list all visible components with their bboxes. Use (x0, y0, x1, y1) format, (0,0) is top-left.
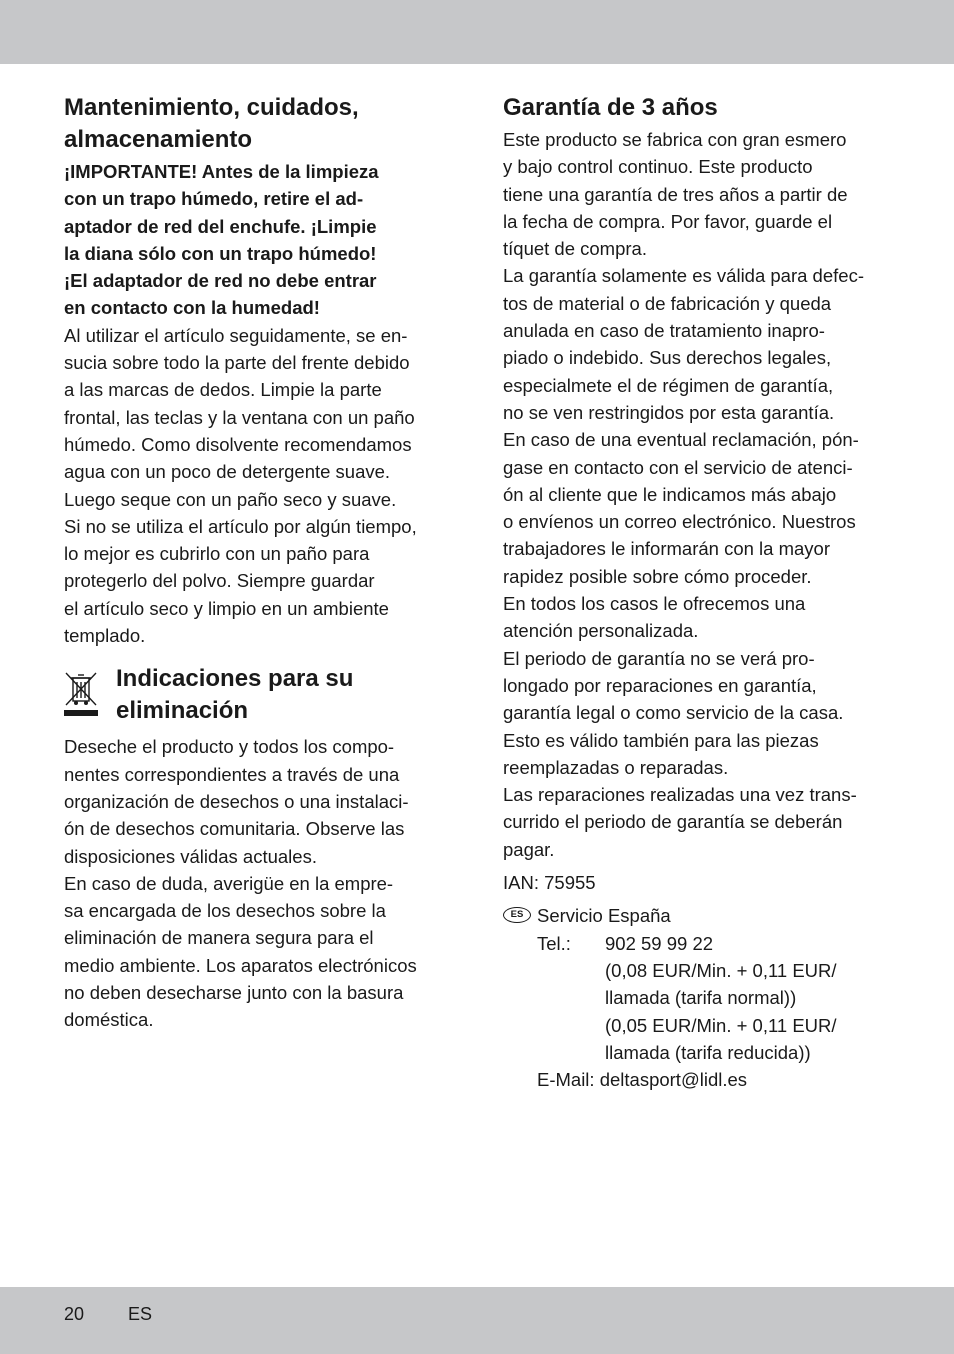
service-contact (503, 902, 903, 1093)
heading-line: eliminación (116, 697, 249, 725)
text-line: Las reparaciones realizadas una vez trans- (503, 784, 857, 806)
text-line: tos de material o de fabricación y queda (503, 292, 832, 314)
tel-label: Tel.: (537, 932, 571, 954)
tel-number: 902 59 99 22 (605, 932, 714, 954)
text-line: sa encargada de los desechos sobre la (64, 900, 386, 922)
warning-line: con un trapo húmedo, retire el ad- (64, 188, 364, 210)
text-line: En caso de duda, averigüe en la empre- (64, 872, 394, 894)
text-line: Luego seque con un paño seco y suave. (64, 488, 397, 510)
text-line: trabajadores le informarán con la mayor (503, 538, 830, 560)
ian-number: IAN: 75955 (503, 872, 596, 894)
text-line: tíquet de compra. (503, 238, 647, 260)
disposal-header (64, 663, 464, 727)
heading-line: Indicaciones para su (116, 665, 354, 693)
text-line: protegerlo del polvo. Siempre guardar (64, 570, 375, 592)
text-line: a las marcas de dedos. Limpie la parte (64, 379, 382, 401)
text-line: Deseche el producto y todos los compo- (64, 736, 395, 758)
text-line: lo mejor es cubrirlo con un paño para (64, 543, 370, 565)
text-line: húmedo. Como disolvente recomendamos (64, 433, 412, 455)
text-line: doméstica. (64, 1009, 154, 1031)
text-line: no deben desecharse junto con la basura (64, 982, 404, 1004)
disposal-paragraph (64, 733, 464, 1033)
text-line: o envíenos un correo electrónico. Nuestros (503, 511, 856, 533)
text-line: disposiciones válidas actuales. (64, 845, 317, 867)
country-badge: ES (503, 907, 531, 923)
important-warning (64, 158, 464, 322)
text-line: Este producto se fabrica con gran esmero (503, 129, 847, 150)
text-line: ón de desechos comunitaria. Observe las (64, 818, 405, 840)
text-line: En todos los casos le ofrecemos una (503, 593, 806, 615)
text-line: la fecha de compra. Por favor, guarde el (503, 210, 833, 232)
text-line: La garantía solamente es válida para defec- (503, 265, 864, 287)
text-line: piado o indebido. Sus derechos legales, (503, 347, 832, 369)
rate-line: llamada (tarifa normal)) (605, 987, 797, 1009)
rate-line: (0,05 EUR/Min. + 0,11 EUR/ (605, 1014, 837, 1036)
warranty-heading: Garantía de 3 años (503, 94, 718, 121)
text-line: anulada en caso de tratamiento inapro- (503, 320, 825, 342)
text-line: Al utilizar el artículo seguidamente, se en- (64, 324, 408, 346)
text-line: En caso de una eventual reclamación, pón- (503, 429, 859, 451)
heading-line: Mantenimiento, cuidados, (64, 94, 359, 121)
text-line: agua con un poco de detergente suave. (64, 461, 391, 483)
right-column (503, 92, 903, 1093)
text-line: longado por reparaciones en garantía, (503, 674, 817, 696)
service-title: Servicio España (537, 905, 671, 927)
text-line: especialmete el de régimen de garantía, (503, 374, 834, 396)
text-line: garantía legal o como servicio de la casa. (503, 702, 844, 724)
text-line: sucia sobre todo la parte del frente debido (64, 352, 410, 374)
page-number: 20 (64, 1304, 85, 1324)
care-paragraph (64, 322, 464, 650)
disposal-heading (116, 663, 464, 727)
left-column (64, 92, 464, 1034)
warning-line: ¡El adaptador de red no debe entrar (64, 270, 377, 292)
text-line: El periodo de garantía no se verá pro- (503, 647, 815, 669)
text-line: reemplazadas o reparadas. (503, 756, 729, 778)
warning-line: aptador de red del enchufe. ¡Limpie (64, 215, 377, 237)
text-line: tiene una garantía de tres años a partir de (503, 183, 848, 205)
text-line: Esto es válido también para las piezas (503, 729, 819, 751)
warning-line: ¡IMPORTANTE! Antes de la limpieza (64, 161, 379, 182)
rate-line: llamada (tarifa reducida)) (605, 1041, 811, 1063)
text-line: frontal, las teclas y la ventana con un paño (64, 406, 415, 428)
warranty-paragraph (503, 126, 903, 863)
crossed-out-bin-icon (64, 671, 98, 717)
text-line: gase en contacto con el servicio de atenci- (503, 456, 853, 478)
text-line: organización de desechos o una instalaci- (64, 790, 409, 812)
text-line: nentes correspondientes a través de una (64, 763, 400, 785)
text-line: medio ambiente. Los aparatos electrónicos (64, 954, 417, 976)
text-line: ón al cliente que le indicamos más abajo (503, 483, 837, 505)
text-line: el artículo seco y limpio en un ambiente (64, 597, 389, 619)
text-line: no se ven restringidos por esta garantía. (503, 401, 835, 423)
rate-line: (0,08 EUR/Min. + 0,11 EUR/ (605, 959, 837, 981)
warning-line: en contacto con la humedad! (64, 297, 320, 319)
text-line: eliminación de manera segura para el (64, 927, 374, 949)
text-line: currido el periodo de garantía se deberán (503, 811, 843, 833)
text-line: templado. (64, 625, 146, 647)
heading-line: almacenamiento (64, 126, 253, 153)
warning-line: la diana sólo con un trapo húmedo! (64, 242, 377, 264)
text-line: y bajo control continuo. Este producto (503, 156, 813, 178)
text-line: atención personalizada. (503, 620, 699, 642)
text-line: Si no se utiliza el artículo por algún tiempo, (64, 515, 417, 537)
email-address[interactable]: E-Mail: deltasport@lidl.es (537, 1069, 748, 1091)
header-band (0, 0, 954, 64)
maintenance-heading (64, 92, 464, 156)
text-line: pagar. (503, 838, 555, 860)
language-code: ES (128, 1304, 153, 1324)
text-line: rapidez posible sobre cómo proceder. (503, 565, 812, 587)
